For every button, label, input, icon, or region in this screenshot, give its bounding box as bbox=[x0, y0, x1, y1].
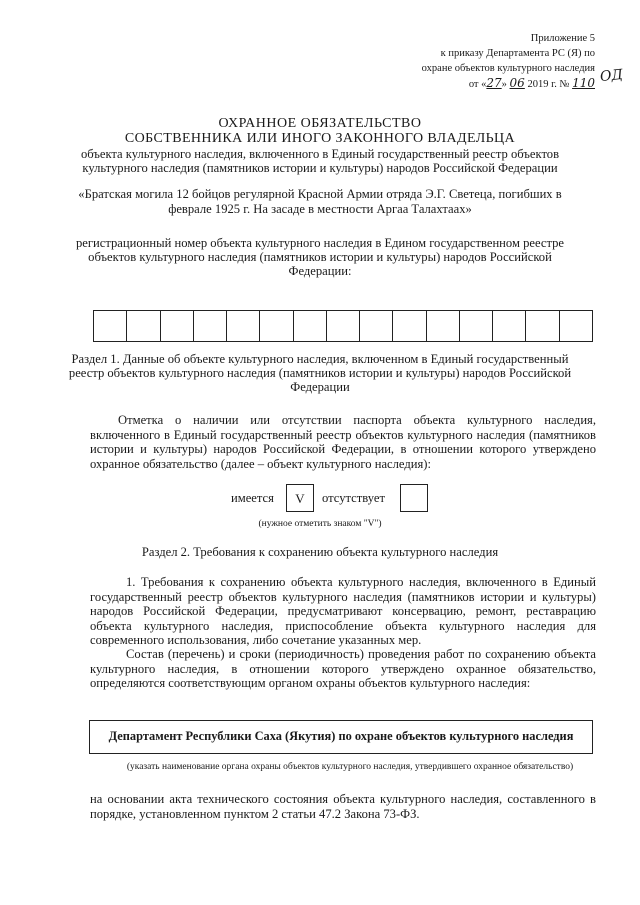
date-month: 06 bbox=[509, 76, 525, 90]
reg-cell[interactable] bbox=[560, 311, 592, 341]
section1-title: Раздел 1. Данные об объекте культурного наследия, включенном в Единый государственный реестр объектов культурного наследия (памятников истории и культуры) народов Российской Федерации bbox=[68, 352, 572, 394]
doc-subtitle: СОБСТВЕННИКА ИЛИ ИНОГО ЗАКОННОГО ВЛАДЕЛЬЦА bbox=[124, 131, 516, 146]
authority-field[interactable]: Департамент Республики Саха (Якутия) по охране объектов культурного наследия bbox=[89, 720, 593, 754]
mark-hint: (нужное отметить знаком "V") bbox=[258, 519, 382, 529]
reg-cell[interactable] bbox=[526, 311, 559, 341]
section2-paragraph1: 1. Требования к сохранению объекта культурного наследия, включенного в Единый государственный реестр объектов культурного наследия (памятников истории и культуры) народов Российской Федерации, предусматривают консервацию, ремонт, реставрацию объекта культурного наследия, приспособление объекта культурного наследия для современного использования, либо сочетание указанных мер. bbox=[90, 575, 596, 647]
annex-date-line bbox=[380, 76, 595, 92]
date-year: 2019 г. № bbox=[527, 79, 570, 90]
object-name: «Братская могила 12 бойцов регулярной Красной Армии отряда Э.Г. Светеца, погибших в феврале 1925 г. На засаде в местности Аргаа Талахтаах» bbox=[78, 187, 562, 216]
reg-cell[interactable] bbox=[227, 311, 260, 341]
handwritten-note: ОД bbox=[599, 66, 624, 86]
doc-title: ОХРАННОЕ ОБЯЗАТЕЛЬСТВО bbox=[218, 116, 422, 131]
reg-cell[interactable] bbox=[460, 311, 493, 341]
basis-paragraph: на основании акта технического состояния объекта культурного наследия, составленного в порядке, установленном пунктом 2 статьи 47.2 Закона 73-ФЗ. bbox=[90, 792, 596, 821]
order-number: 110 bbox=[572, 76, 595, 90]
passport-marks bbox=[200, 484, 450, 514]
reg-cell[interactable] bbox=[127, 311, 160, 341]
has-passport-checkbox[interactable]: V bbox=[286, 484, 314, 512]
section1-paragraph: Отметка о наличии или отсутствии паспорта объекта культурного наследия, включенного в Единый государственный реестр объектов культурного наследия (памятников истории и культуры) народов Российской Федерации, в отношении которого утверждено охранное обязательство (далее – объект культурного наследия): bbox=[90, 413, 596, 471]
registration-number-cells[interactable] bbox=[93, 310, 593, 342]
annex-order-line: к приказу Департамента РС (Я) по bbox=[440, 48, 595, 59]
reg-cell[interactable] bbox=[161, 311, 194, 341]
registration-label: регистрационный номер объекта культурного наследия в Едином государственном реестре объектов культурного наследия (памятников истории и культуры) народов Российской Федерации: bbox=[75, 236, 565, 278]
reg-cell[interactable] bbox=[427, 311, 460, 341]
reg-cell[interactable] bbox=[360, 311, 393, 341]
section2-paragraph2: Состав (перечень) и сроки (периодичность) проведения работ по сохранению объекта культурного наследия, в отношении которого утверждено охранное обязательство, определяются соответствующим органом охраны объектов культурного наследия: bbox=[90, 647, 596, 690]
date-day: 27 bbox=[486, 76, 502, 90]
reg-cell[interactable] bbox=[194, 311, 227, 341]
authority-hint: (указать наименование органа охраны объектов культурного наследия, утвердившего охранное обязательство) bbox=[126, 762, 574, 772]
reg-cell[interactable] bbox=[327, 311, 360, 341]
reg-cell[interactable] bbox=[294, 311, 327, 341]
doc-subtitle-description: объекта культурного наследия, включенного в Единый государственный реестр объектов культурного наследия (памятников истории и культуры) народов Российской Федерации bbox=[80, 147, 560, 175]
reg-cell[interactable] bbox=[493, 311, 526, 341]
date-mid: » bbox=[501, 79, 507, 90]
no-passport-label: отсутствует bbox=[322, 491, 385, 505]
annex-authority-line: охране объектов культурного наследия bbox=[421, 63, 595, 74]
reg-cell[interactable] bbox=[94, 311, 127, 341]
no-passport-checkbox[interactable] bbox=[400, 484, 428, 512]
annex-block bbox=[380, 31, 595, 92]
reg-cell[interactable] bbox=[393, 311, 426, 341]
annex-title: Приложение 5 bbox=[530, 33, 595, 44]
has-passport-label: имеется bbox=[231, 491, 274, 505]
reg-cell[interactable] bbox=[260, 311, 293, 341]
section2-title: Раздел 2. Требования к сохранению объекта культурного наследия bbox=[141, 545, 499, 559]
date-prefix: от « bbox=[468, 79, 487, 90]
